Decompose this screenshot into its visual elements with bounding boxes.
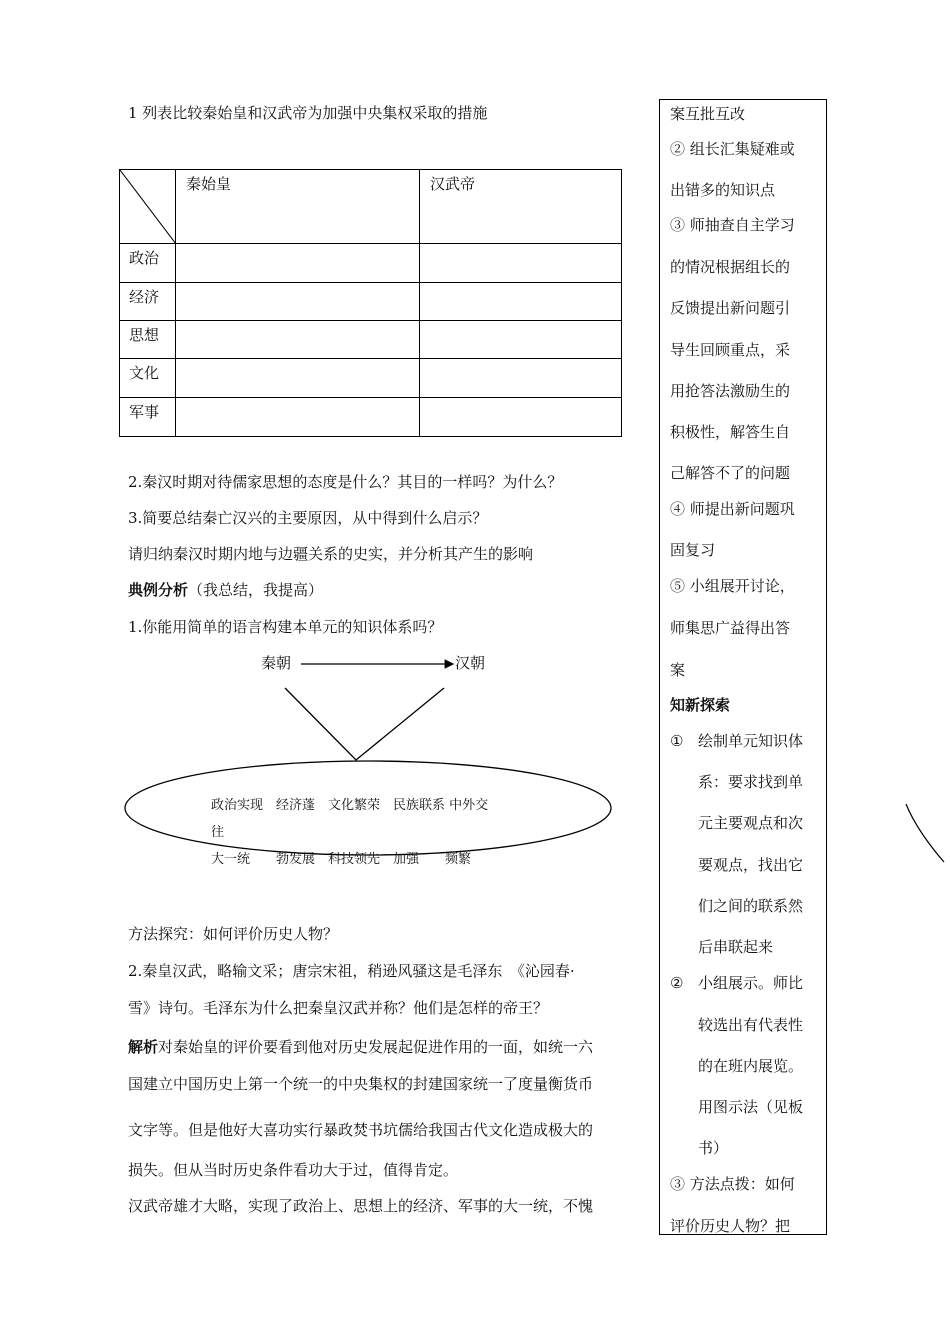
side-item-2-line: 书） — [698, 1139, 729, 1157]
table-cell[interactable] — [176, 398, 420, 437]
knowledge-diagram — [120, 650, 620, 860]
side-item-2-line: 用图示法（见板 — [698, 1098, 804, 1116]
side-line: 积极性，解答生自 — [670, 423, 791, 441]
example-heading — [128, 580, 323, 600]
diagonal-line — [120, 170, 176, 244]
side-item-2-line: 的在班内展览。 — [698, 1057, 804, 1075]
table-row — [120, 283, 622, 321]
side-item-2-number: ② — [670, 974, 684, 992]
example-question-2-line-1: 2.秦皇汉武，略输文采；唐宗宋祖，稍逊风骚这是毛泽东 《沁园春· — [128, 962, 575, 980]
diagram-v-shape — [285, 688, 444, 760]
diagram-text-line-3: 大一统 勃发展 科技领先 加强 频繁 — [211, 852, 472, 867]
row-label: 经济 — [120, 283, 176, 321]
side-item-1-number: ① — [670, 732, 684, 750]
side-item-1-line: 们之间的联系然 — [698, 897, 804, 915]
table-cell[interactable] — [176, 283, 420, 321]
side-line: 案互批互改 — [670, 105, 746, 123]
side-line: 的情况根据组长的 — [670, 258, 791, 276]
table-row — [120, 359, 622, 398]
side-item-1-line: 系：要求找到单 — [698, 773, 804, 791]
example-question-1: 1.你能用简单的语言构建本单元的知识体系吗？ — [128, 618, 443, 636]
table-cell[interactable] — [176, 359, 420, 398]
side-heading: 知新探索 — [670, 696, 731, 714]
side-line: 案 — [670, 661, 686, 679]
table-header-row — [120, 170, 622, 244]
table-row — [120, 398, 622, 437]
analysis-label: 解析 — [128, 1038, 159, 1056]
table-cell[interactable] — [420, 321, 622, 359]
question-3: 3.简要总结秦亡汉兴的主要原因，从中得到什么启示？ — [128, 509, 488, 527]
side-line: 师集思广益得出答 — [670, 619, 791, 637]
side-line: 己解答不了的问题 — [670, 464, 791, 482]
side-line: ⑤ 小组展开讨论， — [670, 577, 795, 595]
analysis-text: 对秦始皇的评价要看到他对历史发展起促进作用的一面，如统一六 — [158, 1038, 594, 1056]
row-label: 军事 — [120, 398, 176, 437]
row-label: 政治 — [120, 244, 176, 283]
side-line: ② 组长汇集疑难或 — [670, 140, 795, 158]
example-question-2-line-2: 雪》诗句。毛泽东为什么把秦皇汉武并称？他们是怎样的帝王？ — [128, 999, 549, 1017]
analysis-line-3: 文字等。但是他好大喜功实行暴政焚书坑儒给我国古代文化造成极大的 — [128, 1121, 594, 1139]
side-line: ③ 师抽查自主学习 — [670, 216, 795, 234]
question-1: 1 列表比较秦始皇和汉武帝为加强中央集权采取的措施 — [128, 104, 488, 122]
analysis-line-2: 国建立中国历史上第一个统一的中央集权的封建国家统一了度量衡货币 — [128, 1075, 594, 1093]
diagram-label-qin: 秦朝 — [261, 654, 292, 672]
table-cell[interactable] — [420, 359, 622, 398]
side-item-2-line: 较选出有代表性 — [698, 1016, 804, 1034]
side-item-3-line: ③ 方法点拨：如何 — [670, 1175, 795, 1193]
diagonal-header-cell — [120, 170, 176, 244]
side-line: 反馈提出新问题引 — [670, 299, 791, 317]
side-item-1-line: 后串联起来 — [698, 938, 774, 956]
example-heading-sub: （我总结，我提高） — [188, 581, 324, 599]
side-line: 用抢答法激励生的 — [670, 382, 791, 400]
table-cell[interactable] — [176, 321, 420, 359]
example-heading-bold: 典例分析 — [128, 581, 189, 599]
side-line: 导生回顾重点，采 — [670, 341, 791, 359]
row-label: 文化 — [120, 359, 176, 398]
table-cell[interactable] — [420, 398, 622, 437]
side-line: 固复习 — [670, 541, 716, 559]
comparison-table — [119, 169, 622, 437]
header-qin: 秦始皇 — [176, 170, 420, 244]
side-item-1-line: 要观点，找出它 — [698, 856, 804, 874]
table-row — [120, 244, 622, 283]
analysis-line-5: 汉武帝雄才大略，实现了政治上、思想上的经济、军事的大一统，不愧 — [128, 1197, 594, 1215]
side-line: ④ 师提出新问题巩 — [670, 500, 795, 518]
diagram-text-line-2: 往 — [211, 825, 225, 840]
diagram-text-line-1: 政治实现 经济蓬 文化繁荣 民族联系 中外交 — [211, 798, 489, 813]
margin-stroke — [900, 800, 948, 868]
table-row — [120, 321, 622, 359]
question-2: 2.秦汉时期对待儒家思想的态度是什么？其目的一样吗？为什么？ — [128, 473, 563, 491]
row-label: 思想 — [120, 321, 176, 359]
analysis-line-1 — [128, 1037, 593, 1057]
table-cell[interactable] — [420, 283, 622, 321]
table-cell[interactable] — [176, 244, 420, 283]
side-notes-box — [659, 99, 827, 1235]
question-4: 请归纳秦汉时期内地与边疆关系的史实，并分析其产生的影响 — [128, 545, 534, 563]
side-item-1-line: 绘制单元知识体 — [698, 732, 804, 750]
diagram-label-han: 汉朝 — [455, 654, 486, 672]
table-cell[interactable] — [420, 244, 622, 283]
side-item-1-line: 元主要观点和次 — [698, 814, 804, 832]
header-han: 汉武帝 — [420, 170, 622, 244]
analysis-line-4: 损失。但从当时历史条件看功大于过，值得肯定。 — [128, 1161, 459, 1179]
side-item-2-line: 小组展示。师比 — [698, 974, 804, 992]
side-item-3-line: 评价历史人物？把 — [670, 1217, 791, 1235]
side-line: 出错多的知识点 — [670, 181, 776, 199]
method-line: 方法探究：如何评价历史人物？ — [128, 925, 339, 943]
